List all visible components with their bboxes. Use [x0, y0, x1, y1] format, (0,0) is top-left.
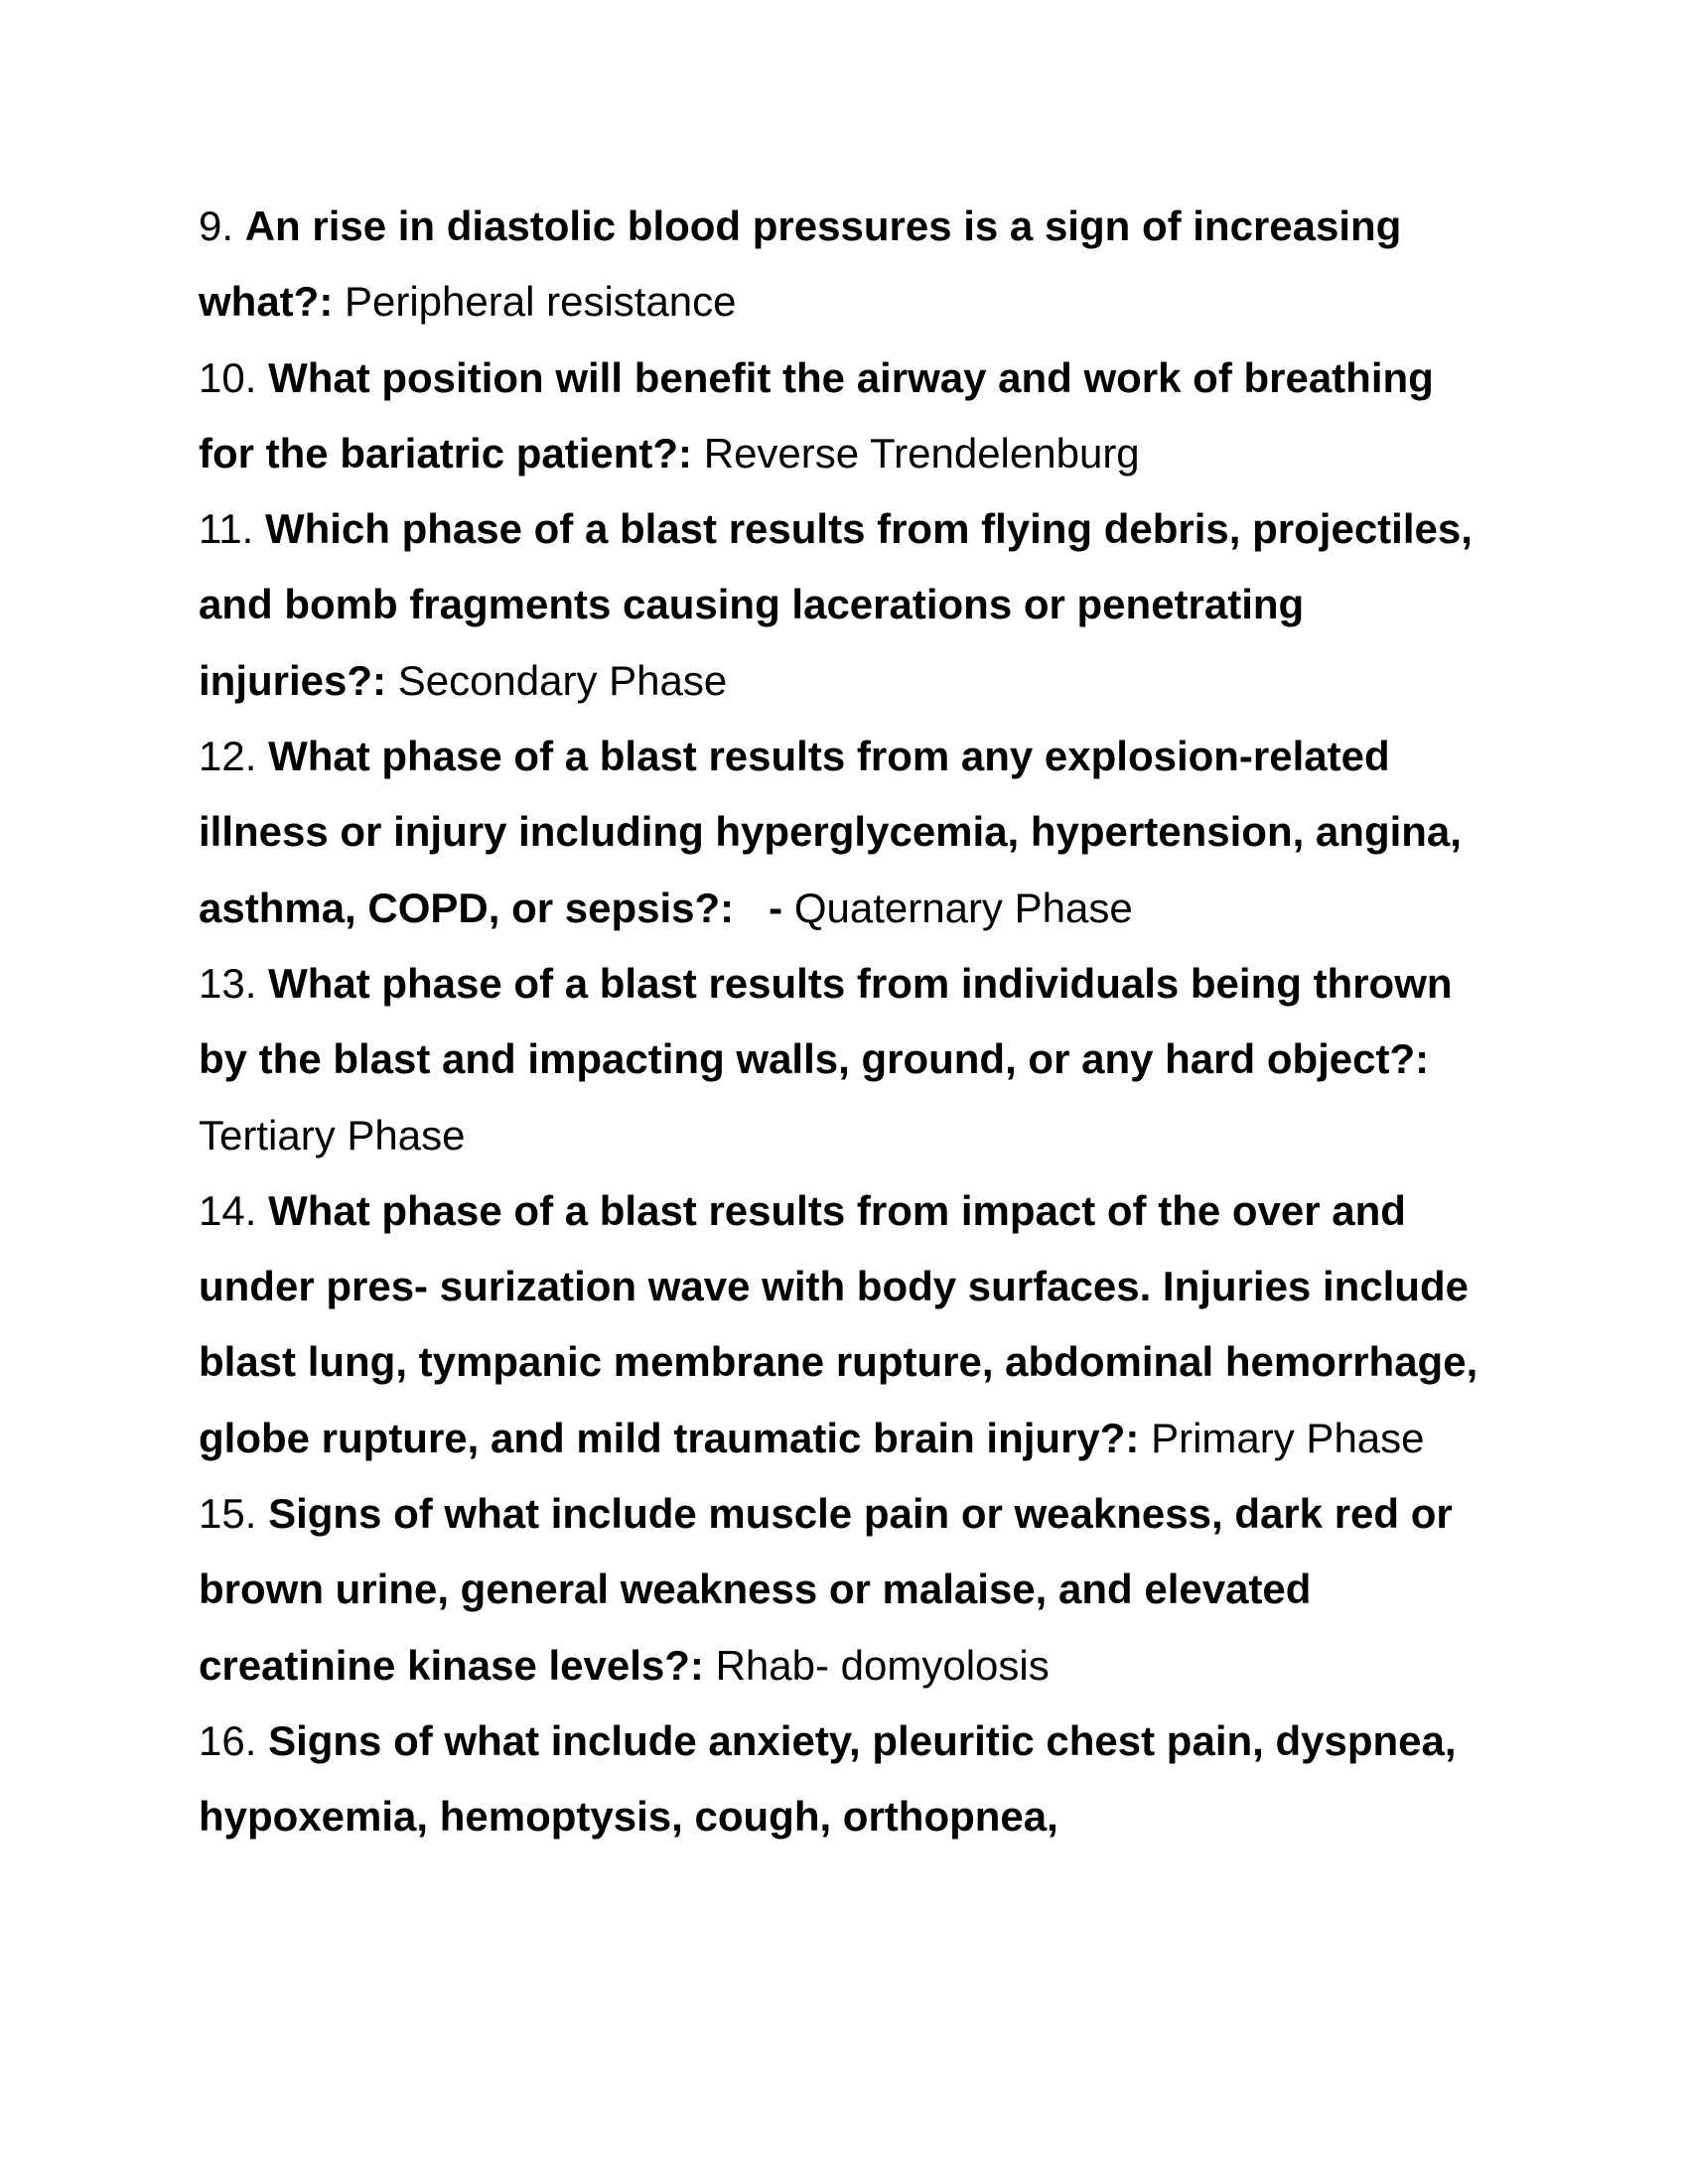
qa-item-11 [199, 491, 1499, 719]
item-number: 14. [199, 1186, 257, 1234]
question-text: What phase of a blast results from individuals being thrown by the blast and impacting walls, ground, or any hard object?: [199, 959, 1453, 1083]
qa-item-15 [199, 1476, 1499, 1704]
item-number: 12. [199, 733, 257, 780]
question-text: What phase of a blast results from impact of the over and under pres- surization wave with body surfaces. Injuries include blast lung, tympanic membrane rupture, abdominal hemorrhage, globe rupture, and mild traumatic brain injury?: [199, 1186, 1478, 1461]
item-number: 16. [199, 1716, 257, 1764]
answer-text: Peripheral resistance [344, 278, 737, 326]
answer-separator: - [734, 884, 794, 931]
answer-text: Secondary Phase [397, 656, 728, 704]
question-text: Signs of what include anxiety, pleuritic chest pain, dyspnea, hypoxemia, hemoptysis, cough, orthopnea, [199, 1716, 1457, 1841]
question-text: Signs of what include muscle pain or weakness, dark red or brown urine, general weakness or malaise, and elevated creatinine kinase levels?: [199, 1490, 1453, 1689]
item-number: 13. [199, 959, 257, 1007]
qa-item-9 [199, 189, 1499, 341]
answer-text: Tertiary Phase [199, 1111, 466, 1159]
question-text: What position will benefit the airway and work of breathing for the bariatric patient?: [199, 353, 1434, 477]
qa-item-14 [199, 1173, 1499, 1476]
qa-item-13 [199, 946, 1499, 1173]
question-text: Which phase of a blast results from flying debris, projectiles, and bomb fragments causing lacerations or penetrating injuries?: [199, 505, 1473, 704]
qa-item-16 [199, 1704, 1499, 1855]
item-number: 15. [199, 1490, 257, 1538]
answer-text: Rhab- domyolosis [715, 1641, 1050, 1689]
qa-item-12 [199, 719, 1499, 946]
question-text: An rise in diastolic blood pressures is a sign of increasing what?: [199, 203, 1402, 326]
qa-item-10 [199, 341, 1499, 492]
item-number: 11. [199, 505, 254, 553]
answer-text: Quaternary Phase [793, 884, 1133, 931]
answer-text: Reverse Trendelenburg [703, 429, 1140, 477]
item-number: 10. [199, 353, 257, 401]
answer-text: Primary Phase [1151, 1414, 1425, 1461]
question-text: What phase of a blast results from any explosion-related illness or injury including hyperglycemia, hypertension, angina, asthma, COPD, or sepsis?: [199, 733, 1462, 931]
item-number: 9. [199, 203, 234, 249]
document-page [199, 189, 1499, 1855]
